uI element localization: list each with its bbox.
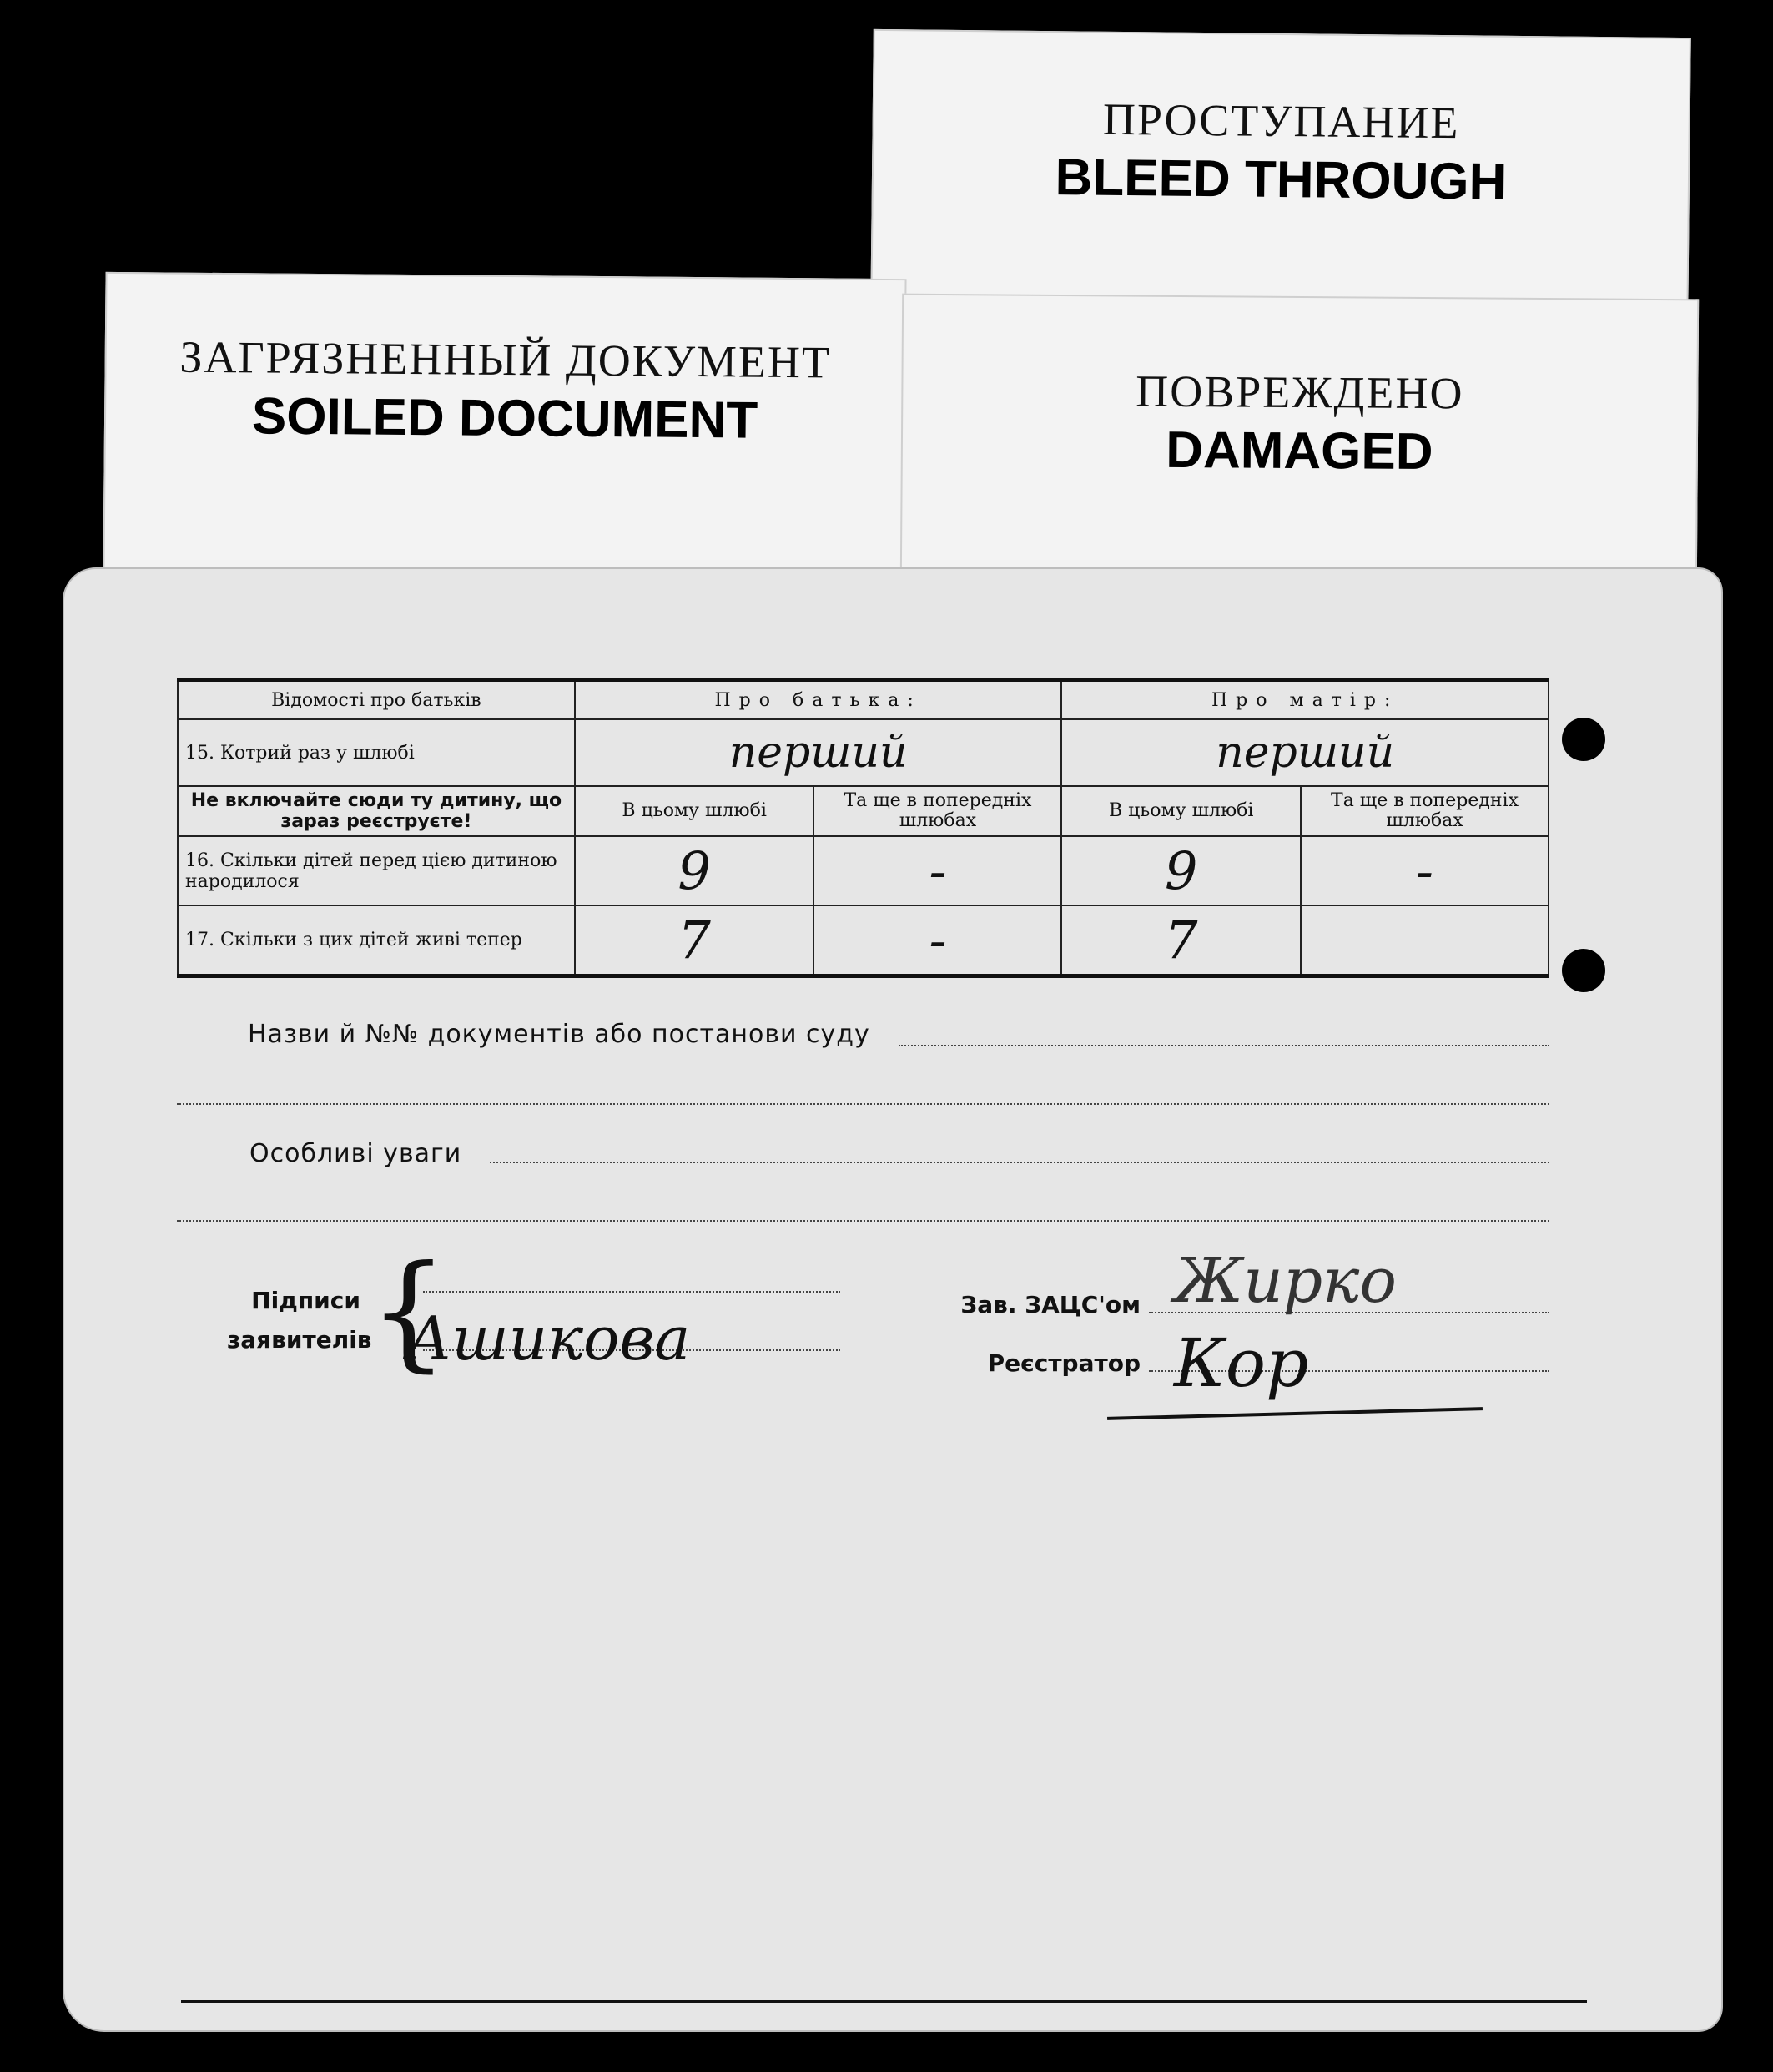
row17-label: 17. Скільки з цих дітей живі тепер xyxy=(178,905,575,976)
bleed-through-card xyxy=(870,29,1691,325)
row15-label: 15. Котрий раз у шлюбі xyxy=(178,719,575,786)
registrar-signature-underline xyxy=(1107,1407,1483,1420)
row17-father-this: 7 xyxy=(575,905,814,976)
row16-father-this: 9 xyxy=(575,836,814,905)
applicant-sign-line-1 xyxy=(423,1291,840,1293)
documents-field-label: Назви й №№ документів або постанови суду xyxy=(248,1020,870,1049)
row16-label: 16. Скільки дітей перед цією дитиною народилося xyxy=(178,836,575,905)
documents-field-line xyxy=(899,1045,1549,1046)
soiled-document-card xyxy=(103,272,906,579)
punch-hole xyxy=(1562,949,1605,992)
remarks-field-line-2 xyxy=(177,1220,1549,1222)
registration-form-sheet xyxy=(63,567,1723,2032)
header-father: Про батька: xyxy=(575,680,1062,720)
row16-father-prev: - xyxy=(813,836,1061,905)
head-signature: Жирко xyxy=(1174,1245,1397,1317)
brace-icon: { xyxy=(369,1239,449,1384)
head-zags-label: Зав. ЗАЦС'ом xyxy=(960,1291,1141,1318)
header-mother: Про матір: xyxy=(1061,680,1549,720)
row16-mother-this: 9 xyxy=(1061,836,1301,905)
damaged-card xyxy=(900,294,1699,583)
remarks-field-line xyxy=(490,1162,1549,1163)
row15-mother: перший xyxy=(1061,719,1549,786)
row15-father: перший xyxy=(575,719,1062,786)
bleed-through-ru: ПРОСТУПАНИЕ xyxy=(1102,93,1460,149)
damaged-ru: ПОВРЕЖДЕНО xyxy=(1136,365,1464,419)
parents-info-table xyxy=(177,678,1549,978)
row17-mother-this: 7 xyxy=(1061,905,1301,976)
header-parents-info: Відомості про батьків xyxy=(178,680,575,720)
subheader-father-prev: Та ще в попередніх шлюбах xyxy=(813,786,1061,836)
bottom-rule xyxy=(181,2000,1587,2003)
subheader-mother-prev: Та ще в попередніх шлюбах xyxy=(1301,786,1549,836)
row17-father-prev: - xyxy=(813,905,1061,976)
subheader-mother-this: В цьому шлюбі xyxy=(1061,786,1301,836)
soiled-document-en: SOILED DOCUMENT xyxy=(251,387,758,450)
subheader-father-this: В цьому шлюбі xyxy=(575,786,814,836)
applicants-label-line2: заявителів xyxy=(227,1326,372,1354)
remarks-field-label: Особливі уваги xyxy=(249,1139,462,1168)
table-header-row xyxy=(178,680,1549,720)
registrar-label: Реєстратор xyxy=(987,1349,1141,1377)
exclude-note: Не включайте сюди ту дитину, що зараз реєструєте! xyxy=(178,786,575,836)
damaged-en: DAMAGED xyxy=(1165,421,1433,481)
table-row xyxy=(178,836,1549,905)
registrar-signature: Кор xyxy=(1174,1324,1309,1402)
table-row xyxy=(178,786,1549,836)
row16-mother-prev: - xyxy=(1301,836,1549,905)
documents-field-line-2 xyxy=(177,1103,1549,1105)
applicants-label xyxy=(227,1287,372,1354)
punch-hole xyxy=(1562,718,1605,761)
soiled-document-ru: ЗАГРЯЗНЕННЫЙ ДОКУМЕНТ xyxy=(179,331,832,388)
applicants-label-line1: Підписи xyxy=(251,1287,360,1314)
applicant-signature: Ашикова xyxy=(406,1303,691,1374)
row17-mother-prev xyxy=(1301,905,1549,976)
table-row xyxy=(178,719,1549,786)
bleed-through-en: BLEED THROUGH xyxy=(1055,149,1507,211)
table-row xyxy=(178,905,1549,976)
